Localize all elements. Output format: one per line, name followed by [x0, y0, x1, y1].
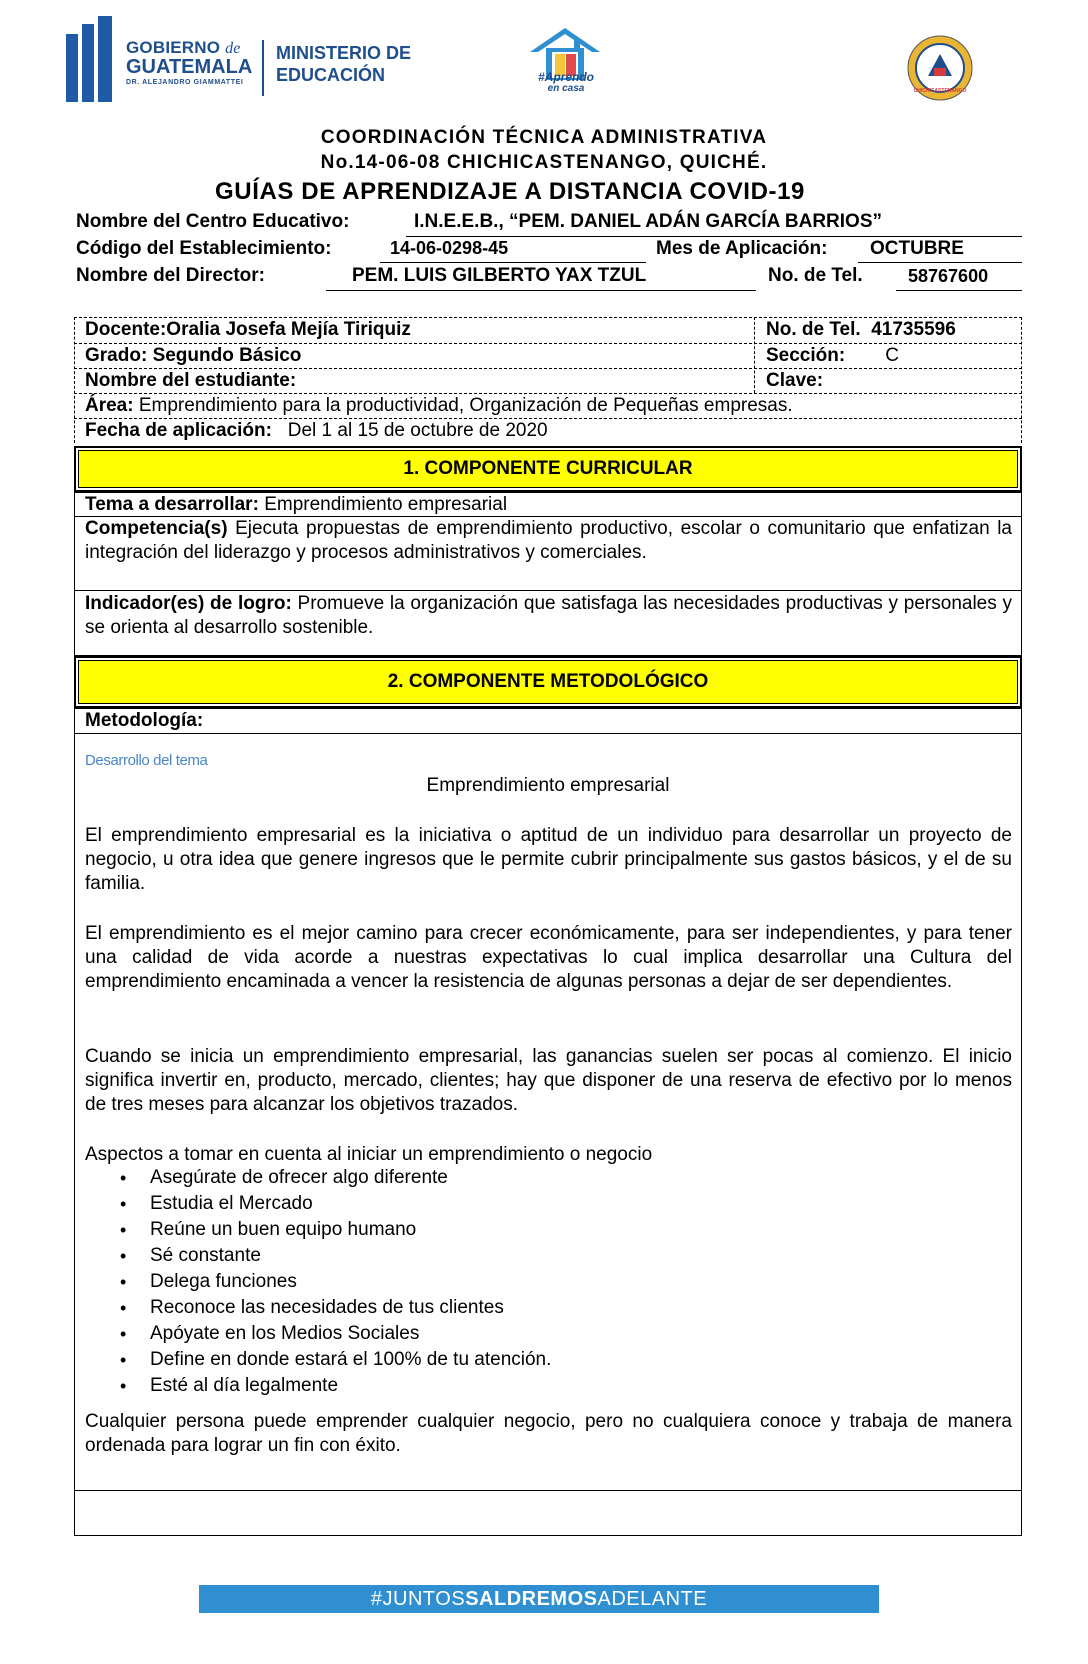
paragraph-2: El emprendimiento es el mejor camino para crecer económicamente, para ser independientes, y para tener una calidad de vida acorde a nuestras expectativas lo cual implica desarrollar una Cultura del emprendimiento encaminada a vencer la resistencia de algunas personas a dejar de ser dependientes.: [85, 923, 1012, 992]
gobierno-de: de: [225, 40, 241, 57]
grado-row: [85, 345, 301, 367]
codigo-underline: [380, 262, 646, 263]
tel-underline: [896, 290, 1022, 291]
row-line-3: [74, 393, 1022, 394]
indicador-value: Promueve la organización que satisfaga las necesidades productivas y personales y se orienta al desarrollo sostenible.: [85, 593, 1012, 638]
footer-part-3: ADELANTE: [597, 1588, 708, 1610]
paragraph-3: Cuando se inicia un emprendimiento empresarial, las ganancias suelen ser pocas al comienzo. El inicio significa invertir en, producto, mercado, clientes; hay que disponer de una reserva de efectivo por lo menos de tres meses para alcanzar los objetivos trazados.: [85, 1046, 1012, 1115]
president-name: DR. ALEJANDRO GIAMMATTEI: [126, 79, 244, 86]
ministerio-line-2: EDUCACIÓN: [276, 65, 386, 85]
logo-bar-1: [66, 34, 78, 102]
clave-label: Clave:: [766, 370, 824, 391]
area-label: Área:: [85, 395, 134, 416]
aspectos-list: [120, 1165, 551, 1399]
paragraph-4: Cualquier persona puede emprender cualquier negocio, pero no cualquiera conoce y trabaja de manera ordenada para lograr un fin con éxito.: [85, 1411, 1012, 1456]
codigo-value: 14-06-0298-45: [390, 238, 509, 258]
tema-value: Emprendimiento empresarial: [264, 494, 508, 515]
docente-value: Oralia Josefa Mejía Tiriquiz: [166, 319, 411, 340]
table-mid-dash: [754, 317, 755, 393]
list-item: • Apóyate en los Medios Sociales: [120, 1321, 551, 1347]
seccion-value: C: [885, 345, 899, 366]
aspectos-intro: Aspectos a tomar en cuenta al iniciar un emprendimiento o negocio: [85, 1144, 653, 1165]
list-item: • Esté al día legalmente: [120, 1373, 551, 1399]
table-left-dash: [74, 317, 75, 443]
list-item: • Reúne un buen equipo humano: [120, 1217, 551, 1243]
competencia-label: Competencia(s): [85, 518, 228, 539]
row-line-1: [74, 343, 1022, 344]
content-title: Emprendimiento empresarial: [426, 775, 670, 796]
guatemala-word: GUATEMALA: [126, 56, 253, 78]
tema-row: [85, 494, 507, 516]
director-value: PEM. LUIS GILBERTO YAX TZUL: [352, 265, 647, 286]
desarrollo-label: Desarrollo del tema: [85, 752, 208, 769]
aprendo-text: [526, 72, 606, 94]
list-item: • Define en donde estará el 100% de tu atención.: [120, 1347, 551, 1373]
seal-text: CHICHICASTENANGO: [913, 88, 967, 94]
footer-part-2: SALDREMOS: [465, 1588, 598, 1610]
ministerio-text: [276, 42, 411, 86]
estudiante-label: Nombre del estudiante:: [85, 370, 297, 391]
mes-value: OCTUBRE: [870, 238, 964, 259]
list-item: • Asegúrate de ofrecer algo diferente: [120, 1165, 551, 1191]
aprendo-line-1: #Aprendo: [537, 70, 594, 84]
tema-label: Tema a desarrollar:: [85, 494, 259, 515]
aprendo-line-2: en casa: [547, 83, 585, 94]
fecha-label: Fecha de aplicación:: [85, 420, 272, 441]
table-top-line: [74, 317, 1022, 318]
seccion-label: Sección:: [766, 345, 846, 366]
school-seal: [906, 32, 974, 104]
director-label: Nombre del Director:: [76, 265, 265, 286]
docente-tel-value: 41735596: [871, 319, 956, 340]
area-value: Emprendimiento para la productividad, Organización de Pequeñas empresas.: [138, 395, 793, 416]
mes-underline: [858, 262, 1022, 263]
docente-tel-label: No. de Tel.: [766, 319, 861, 340]
centro-underline: [406, 236, 1022, 237]
list-item: • Sé constante: [120, 1243, 551, 1269]
centro-label: Nombre del Centro Educativo:: [76, 211, 350, 232]
docente-row: [85, 319, 411, 341]
fecha-value: Del 1 al 15 de octubre de 2020: [287, 420, 548, 441]
docente-tel-row: [766, 319, 956, 341]
logo-separator: [262, 40, 264, 96]
centro-value: I.N.E.E.B., “PEM. DANIEL ADÁN GARCÍA BARRIOS”: [414, 211, 882, 232]
gobierno-word: GOBIERNO: [126, 38, 221, 57]
logo-bar-3: [98, 16, 112, 102]
indicador-paragraph: [85, 592, 1012, 640]
row-line-2: [74, 368, 1022, 369]
list-item: • Reconoce las necesidades de tus clientes: [120, 1295, 551, 1321]
mes-label: Mes de Aplicación:: [656, 238, 828, 259]
footer-hash: #: [370, 1588, 383, 1610]
competencia-paragraph: [85, 517, 1012, 565]
title-guias: GUÍAS DE APRENDIZAJE A DISTANCIA COVID-19: [215, 178, 805, 205]
paragraph-1: El emprendimiento empresarial es la iniciativa o aptitud de un individuo para desarrollar un proyecto de negocio, u otra idea que genere ingresos que le permite cubrir principalmente sus gastos básicos, y el de su familia.: [85, 825, 1012, 894]
tel-label: No. de Tel.: [768, 265, 863, 286]
grado-value: Segundo Básico: [152, 345, 302, 366]
componente-curricular-header: 1. COMPONENTE CURRICULAR: [74, 446, 1022, 492]
director-underline: [326, 290, 756, 291]
grado-label: Grado:: [85, 345, 148, 366]
list-item: • Delega funciones: [120, 1269, 551, 1295]
area-row: [85, 395, 793, 417]
footer-banner: [199, 1585, 879, 1613]
title-coordinacion: COORDINACIÓN TÉCNICA ADMINISTRATIVA: [320, 127, 768, 148]
aprendo-en-casa-logo: [522, 24, 608, 102]
fecha-row: [85, 420, 548, 442]
metodologia-row-line: [74, 733, 1022, 734]
table-right-dash: [1021, 317, 1022, 443]
componente-metodologico-header: 2. COMPONENTE METODOLÓGICO: [74, 656, 1022, 708]
row-line-4: [74, 418, 1022, 419]
competencia-value: Ejecuta propuestas de emprendimiento productivo, escolar o comunitario que enfatizan la integración del liderazgo y procesos administrativos y comerciales.: [85, 518, 1013, 563]
indicador-label: Indicador(es) de logro:: [85, 593, 292, 614]
codigo-label: Código del Establecimiento:: [76, 238, 332, 259]
content-bottom-line: [74, 1490, 1022, 1491]
gobierno-text: [126, 38, 252, 86]
tel-value: 58767600: [908, 266, 989, 286]
ministerio-line-1: MINISTERIO DE: [276, 43, 412, 63]
title-numero: No.14-06-08 CHICHICASTENANGO, QUICHÉ.: [320, 152, 768, 173]
seccion-row: [766, 345, 899, 367]
list-item: • Estudia el Mercado: [120, 1191, 551, 1217]
metodologia-label: Metodología:: [85, 710, 204, 731]
competencia-row-line: [74, 590, 1022, 591]
logo-bar-2: [82, 24, 94, 102]
docente-label: Docente:: [85, 319, 167, 340]
footer-part-1: JUNTOS: [382, 1588, 466, 1610]
